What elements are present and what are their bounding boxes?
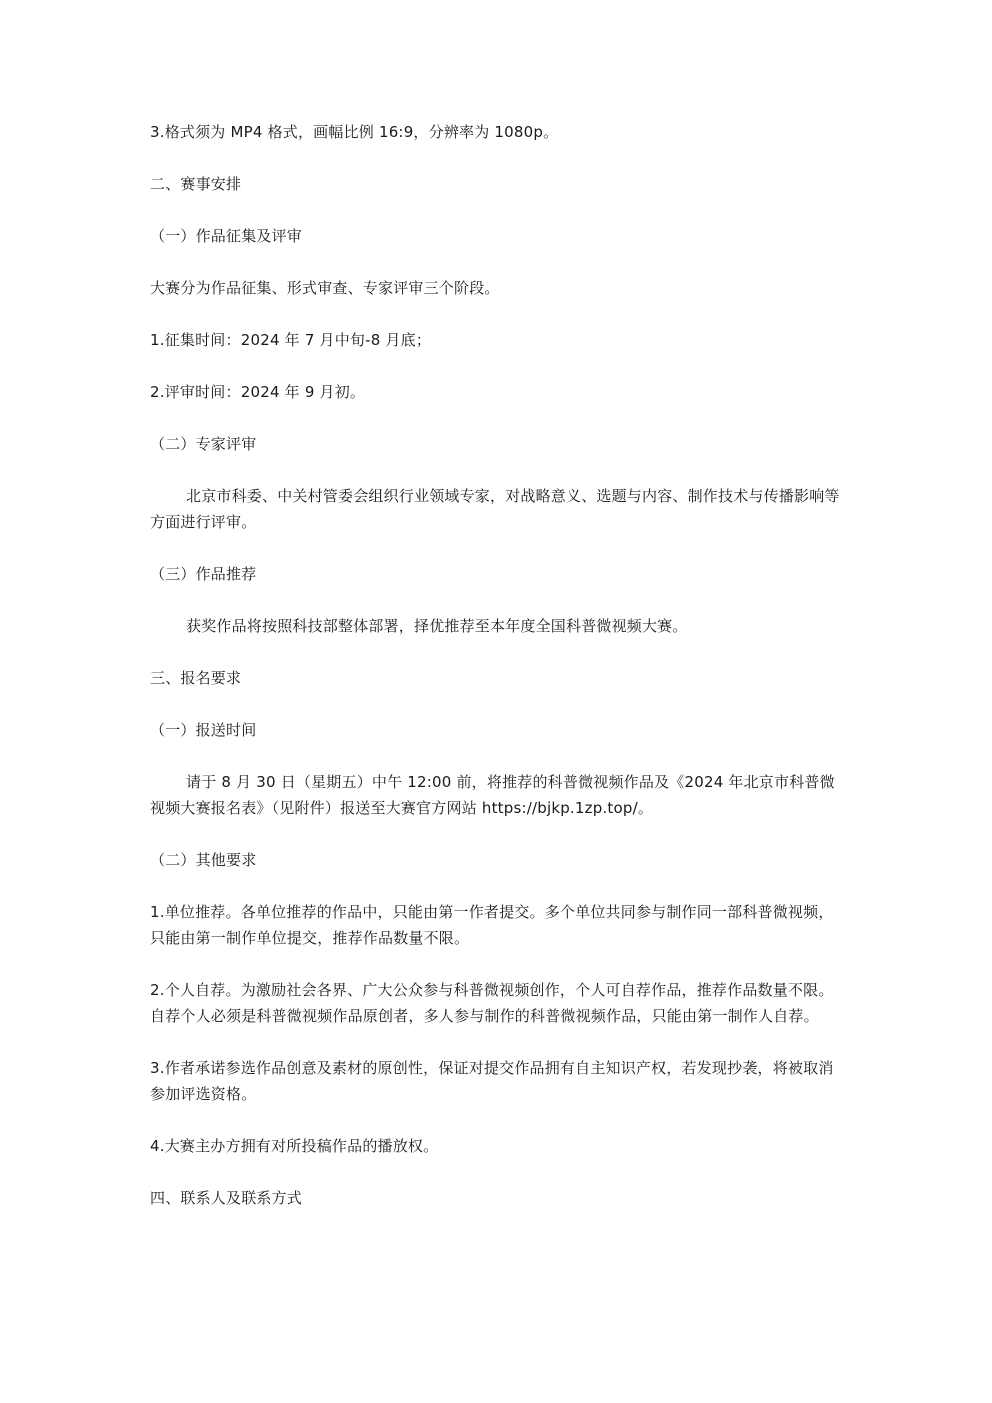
- subsection-heading: （二）专家评审: [150, 435, 257, 453]
- originality-paragraph: 3.作者承诺参选作品创意及素材的原创性，保证对提交作品拥有自主知识产权，若发现抄袭，将被取消参加评选资格。: [150, 1059, 834, 1103]
- document-body: [150, 119, 842, 1237]
- expert-review-paragraph: 北京市科委、中关村管委会组织行业领域专家，对战略意义、选题与内容、制作技术与传播影响等方面进行评审。: [150, 487, 840, 531]
- broadcast-right-paragraph: 4.大赛主办方拥有对所投稿作品的播放权。: [150, 1137, 439, 1155]
- self-recommend-paragraph: 2.个人自荐。为激励社会各界、广大公众参与科普微视频创作，个人可自荐作品，推荐作品数量不限。自荐个人必须是科普微视频作品原创者，多人参与制作的科普微视频作品，只能由第一制作人自荐。: [150, 981, 834, 1025]
- submission-time-paragraph: 请于 8 月 30 日（星期五）中午 12:00 前，将推荐的科普微视频作品及《2024 年北京市科普微视频大赛报名表》（见附件）报送至大赛官方网站 https://bjkp.1zp.top/。: [150, 773, 835, 817]
- recommendation-paragraph: 获奖作品将按照科技部整体部署，择优推荐至本年度全国科普微视频大赛。: [186, 617, 688, 635]
- subsection-heading: （二）其他要求: [150, 851, 257, 869]
- subsection-heading: （三）作品推荐: [150, 565, 257, 583]
- section-heading: 三、报名要求: [150, 669, 242, 687]
- subsection-heading: （一）作品征集及评审: [150, 227, 303, 245]
- section-heading: 二、赛事安排: [150, 175, 242, 193]
- section-heading: 四、联系人及联系方式: [150, 1189, 303, 1207]
- format-requirement: 3.格式须为 MP4 格式，画幅比例 16:9，分辨率为 1080p。: [150, 123, 559, 141]
- collection-time: 1.征集时间：2024 年 7 月中旬-8 月底；: [150, 331, 432, 349]
- subsection-heading: （一）报送时间: [150, 721, 257, 739]
- unit-recommend-paragraph: 1.单位推荐。各单位推荐的作品中，只能由第一作者提交。多个单位共同参与制作同一部科普微视频，只能由第一制作单位提交，推荐作品数量不限。: [150, 903, 834, 947]
- review-time: 2.评审时间：2024 年 9 月初。: [150, 383, 366, 401]
- stages-paragraph: 大赛分为作品征集、形式审查、专家评审三个阶段。: [150, 279, 500, 297]
